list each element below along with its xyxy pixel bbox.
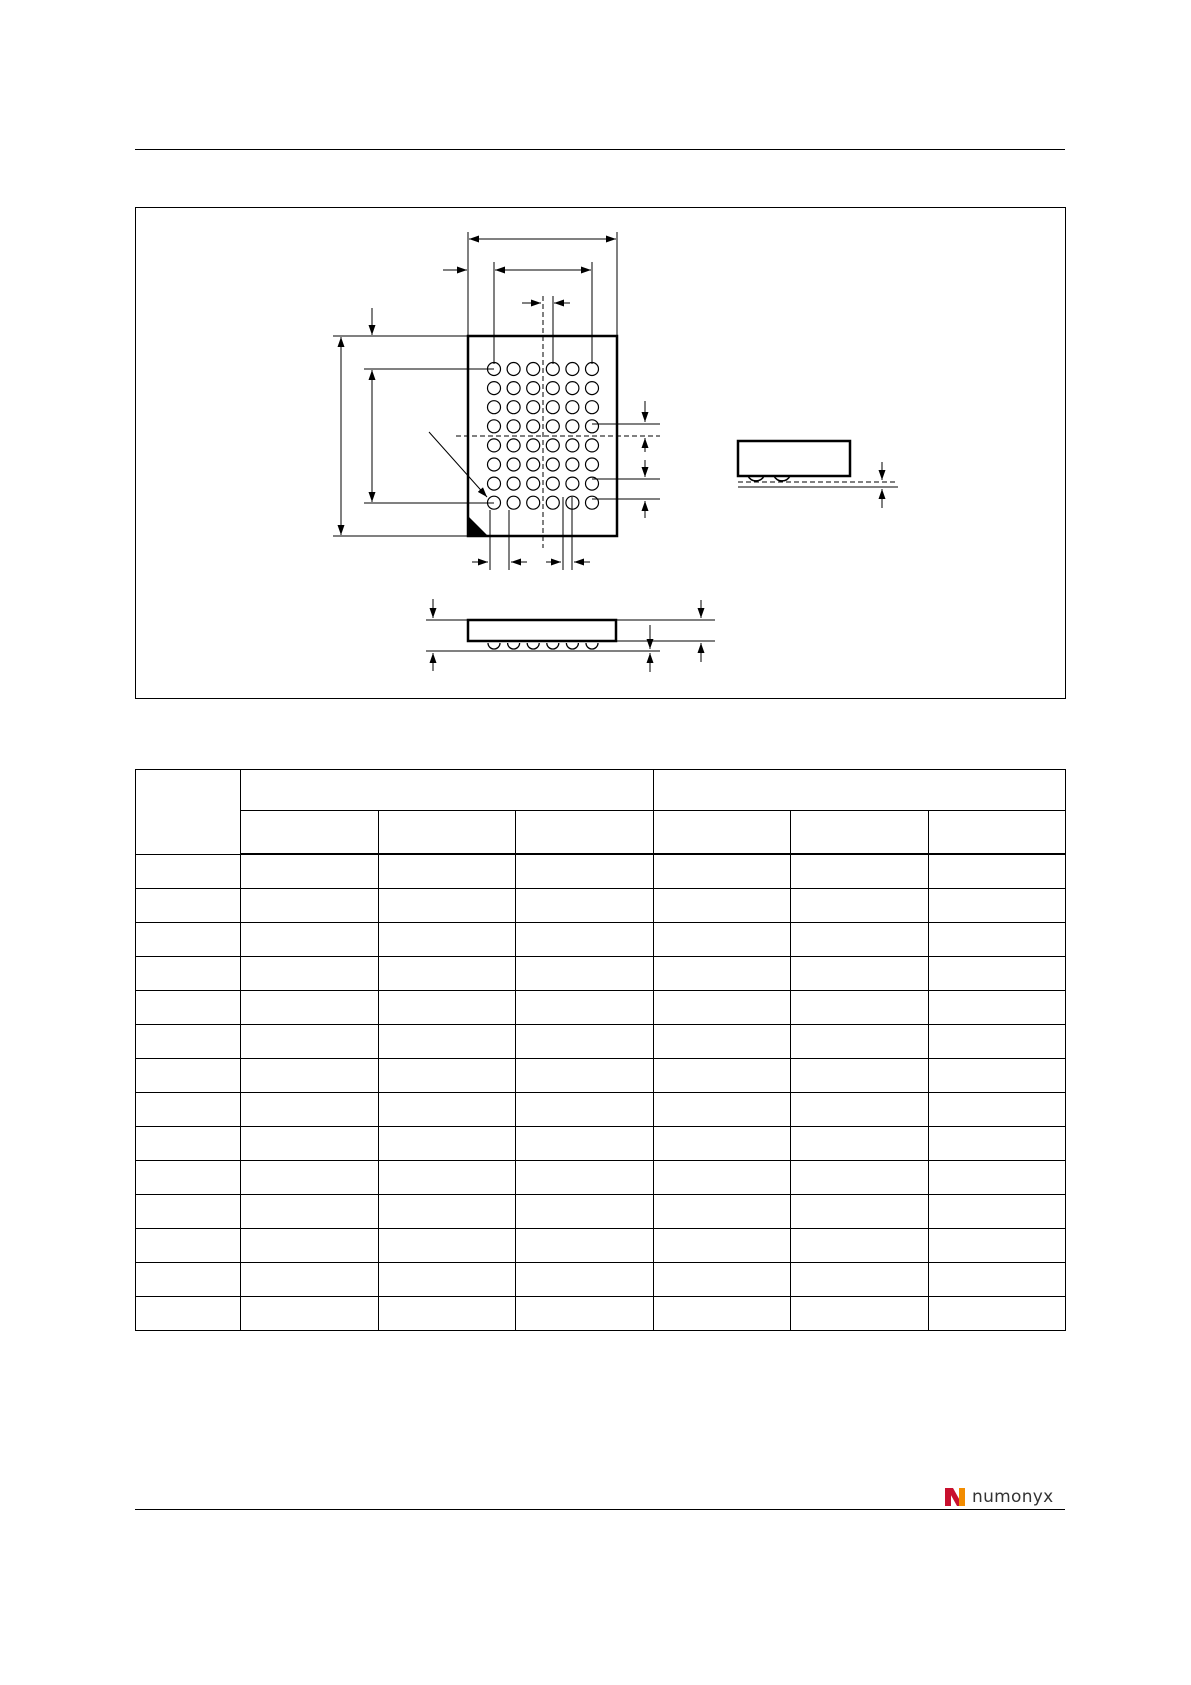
side-view-ball xyxy=(586,643,598,649)
value-cell xyxy=(791,1059,929,1093)
value-cell xyxy=(928,1263,1066,1297)
value-cell xyxy=(653,1093,791,1127)
value-cell xyxy=(378,889,516,923)
solder-ball xyxy=(586,439,599,452)
solder-ball xyxy=(546,420,559,433)
group-header-inches xyxy=(653,770,1066,811)
value-cell xyxy=(928,1297,1066,1331)
solder-ball xyxy=(507,420,520,433)
value-cell xyxy=(516,1161,654,1195)
symbol-cell xyxy=(136,1161,241,1195)
solder-ball xyxy=(586,420,599,433)
value-cell xyxy=(241,1161,379,1195)
value-cell xyxy=(378,1093,516,1127)
solder-ball xyxy=(586,401,599,414)
solder-ball xyxy=(527,363,540,376)
symbol-cell xyxy=(136,1297,241,1331)
value-cell xyxy=(928,889,1066,923)
value-cell xyxy=(516,1195,654,1229)
value-cell xyxy=(653,1025,791,1059)
table-row xyxy=(136,991,1066,1025)
symbol-cell xyxy=(136,957,241,991)
symbol-cell xyxy=(136,923,241,957)
solder-ball xyxy=(527,401,540,414)
figure-frame xyxy=(136,208,1066,699)
solder-ball xyxy=(546,477,559,490)
solder-ball xyxy=(586,363,599,376)
value-cell xyxy=(378,1297,516,1331)
value-cell xyxy=(791,1263,929,1297)
value-cell xyxy=(653,1297,791,1331)
value-cell xyxy=(791,1161,929,1195)
value-cell xyxy=(241,1263,379,1297)
solder-ball xyxy=(488,439,501,452)
value-cell xyxy=(516,854,654,889)
value-cell xyxy=(516,1229,654,1263)
solder-ball xyxy=(527,420,540,433)
solder-ball xyxy=(527,477,540,490)
solder-ball xyxy=(488,477,501,490)
value-cell xyxy=(653,1195,791,1229)
symbol-cell xyxy=(136,854,241,889)
solder-ball xyxy=(507,496,520,509)
value-cell xyxy=(378,991,516,1025)
numonyx-logo-mark-icon xyxy=(944,1486,966,1508)
value-cell xyxy=(378,1059,516,1093)
table-row xyxy=(136,1161,1066,1195)
solder-ball xyxy=(546,458,559,471)
value-cell xyxy=(791,923,929,957)
value-cell xyxy=(653,1161,791,1195)
numonyx-logo xyxy=(944,1485,1054,1509)
value-cell xyxy=(791,1195,929,1229)
value-cell xyxy=(516,923,654,957)
value-cell xyxy=(516,1093,654,1127)
value-cell xyxy=(241,1297,379,1331)
solder-ball xyxy=(527,439,540,452)
value-cell xyxy=(928,1127,1066,1161)
value-cell xyxy=(791,1297,929,1331)
solder-ball xyxy=(546,496,559,509)
solder-ball xyxy=(546,382,559,395)
value-cell xyxy=(516,957,654,991)
solder-ball xyxy=(507,439,520,452)
bottom-rule xyxy=(135,1509,1065,1510)
symbol-header-cell xyxy=(136,770,241,855)
dimensions-table xyxy=(135,769,1066,1331)
table-row xyxy=(136,923,1066,957)
value-cell xyxy=(928,1059,1066,1093)
side-view-ball xyxy=(527,643,539,649)
value-cell xyxy=(241,1229,379,1263)
value-cell xyxy=(378,1229,516,1263)
table-row xyxy=(136,957,1066,991)
value-cell xyxy=(928,1093,1066,1127)
solder-ball xyxy=(546,401,559,414)
solder-ball xyxy=(566,439,579,452)
value-cell xyxy=(653,889,791,923)
solder-ball xyxy=(507,363,520,376)
value-cell xyxy=(378,1263,516,1297)
value-cell xyxy=(241,957,379,991)
symbol-cell xyxy=(136,1229,241,1263)
value-cell xyxy=(241,1093,379,1127)
value-cell xyxy=(791,1127,929,1161)
value-cell xyxy=(928,991,1066,1025)
table-row xyxy=(136,1025,1066,1059)
value-cell xyxy=(241,1059,379,1093)
subheader-cell xyxy=(791,811,929,855)
value-cell xyxy=(928,854,1066,889)
symbol-cell xyxy=(136,1127,241,1161)
solder-ball xyxy=(507,382,520,395)
subheader-cell xyxy=(378,811,516,855)
value-cell xyxy=(653,923,791,957)
table-row xyxy=(136,1127,1066,1161)
value-cell xyxy=(928,1161,1066,1195)
package-detail-view xyxy=(738,441,850,476)
side-view-ball xyxy=(488,643,500,649)
value-cell xyxy=(791,991,929,1025)
value-cell xyxy=(378,1161,516,1195)
value-cell xyxy=(516,1025,654,1059)
solder-ball xyxy=(566,401,579,414)
value-cell xyxy=(516,991,654,1025)
table-row xyxy=(136,889,1066,923)
solder-ball xyxy=(566,382,579,395)
value-cell xyxy=(928,1195,1066,1229)
value-cell xyxy=(928,957,1066,991)
value-cell xyxy=(378,1195,516,1229)
value-cell xyxy=(378,854,516,889)
value-cell xyxy=(928,1229,1066,1263)
value-cell xyxy=(928,923,1066,957)
side-view-ball xyxy=(566,643,578,649)
value-cell xyxy=(241,854,379,889)
symbol-cell xyxy=(136,991,241,1025)
table-subheader-row xyxy=(136,811,1066,855)
table-row xyxy=(136,854,1066,889)
value-cell xyxy=(241,1127,379,1161)
table-header-row xyxy=(136,770,1066,811)
value-cell xyxy=(378,923,516,957)
value-cell xyxy=(653,1127,791,1161)
table-row xyxy=(136,1297,1066,1331)
value-cell xyxy=(241,889,379,923)
symbol-cell xyxy=(136,889,241,923)
value-cell xyxy=(378,1127,516,1161)
subheader-cell xyxy=(928,811,1066,855)
solder-ball xyxy=(586,382,599,395)
solder-ball xyxy=(566,477,579,490)
value-cell xyxy=(241,1195,379,1229)
value-cell xyxy=(516,1263,654,1297)
subheader-cell xyxy=(653,811,791,855)
solder-ball xyxy=(507,401,520,414)
side-view-ball xyxy=(508,643,520,649)
solder-ball xyxy=(586,496,599,509)
symbol-cell xyxy=(136,1195,241,1229)
value-cell xyxy=(653,1059,791,1093)
ball-a1-leader xyxy=(429,432,487,497)
value-cell xyxy=(241,923,379,957)
value-cell xyxy=(791,854,929,889)
table-row xyxy=(136,1263,1066,1297)
value-cell xyxy=(516,1297,654,1331)
package-body-side-view xyxy=(468,620,616,641)
value-cell xyxy=(791,1093,929,1127)
subheader-cell xyxy=(516,811,654,855)
symbol-cell xyxy=(136,1093,241,1127)
solder-ball xyxy=(566,363,579,376)
value-cell xyxy=(516,889,654,923)
table-row xyxy=(136,1195,1066,1229)
value-cell xyxy=(378,1025,516,1059)
value-cell xyxy=(653,854,791,889)
value-cell xyxy=(653,1263,791,1297)
solder-ball xyxy=(566,420,579,433)
table-row xyxy=(136,1229,1066,1263)
solder-ball xyxy=(527,496,540,509)
package-outline-drawing xyxy=(0,0,1191,720)
value-cell xyxy=(928,1025,1066,1059)
solder-ball xyxy=(507,458,520,471)
value-cell xyxy=(791,889,929,923)
value-cell xyxy=(653,1229,791,1263)
table-row xyxy=(136,1093,1066,1127)
subheader-cell xyxy=(241,811,379,855)
value-cell xyxy=(516,1127,654,1161)
value-cell xyxy=(241,1025,379,1059)
value-cell xyxy=(241,991,379,1025)
pin-a1-corner-marker xyxy=(468,516,488,536)
group-header-millimeters xyxy=(241,770,654,811)
solder-ball xyxy=(527,382,540,395)
solder-ball xyxy=(546,363,559,376)
side-view-ball xyxy=(547,643,559,649)
solder-ball xyxy=(566,458,579,471)
solder-ball xyxy=(507,477,520,490)
solder-ball xyxy=(488,401,501,414)
value-cell xyxy=(653,991,791,1025)
value-cell xyxy=(791,957,929,991)
solder-ball xyxy=(586,458,599,471)
numonyx-logo-text: numonyx xyxy=(972,1487,1054,1507)
value-cell xyxy=(791,1025,929,1059)
symbol-cell xyxy=(136,1263,241,1297)
value-cell xyxy=(791,1229,929,1263)
symbol-cell xyxy=(136,1025,241,1059)
side-view-balls xyxy=(488,643,598,649)
solder-ball xyxy=(488,382,501,395)
symbol-cell xyxy=(136,1059,241,1093)
value-cell xyxy=(516,1059,654,1093)
table-row xyxy=(136,1059,1066,1093)
solder-ball xyxy=(488,420,501,433)
solder-ball xyxy=(546,439,559,452)
solder-ball xyxy=(488,458,501,471)
solder-ball xyxy=(527,458,540,471)
value-cell xyxy=(378,957,516,991)
value-cell xyxy=(653,957,791,991)
